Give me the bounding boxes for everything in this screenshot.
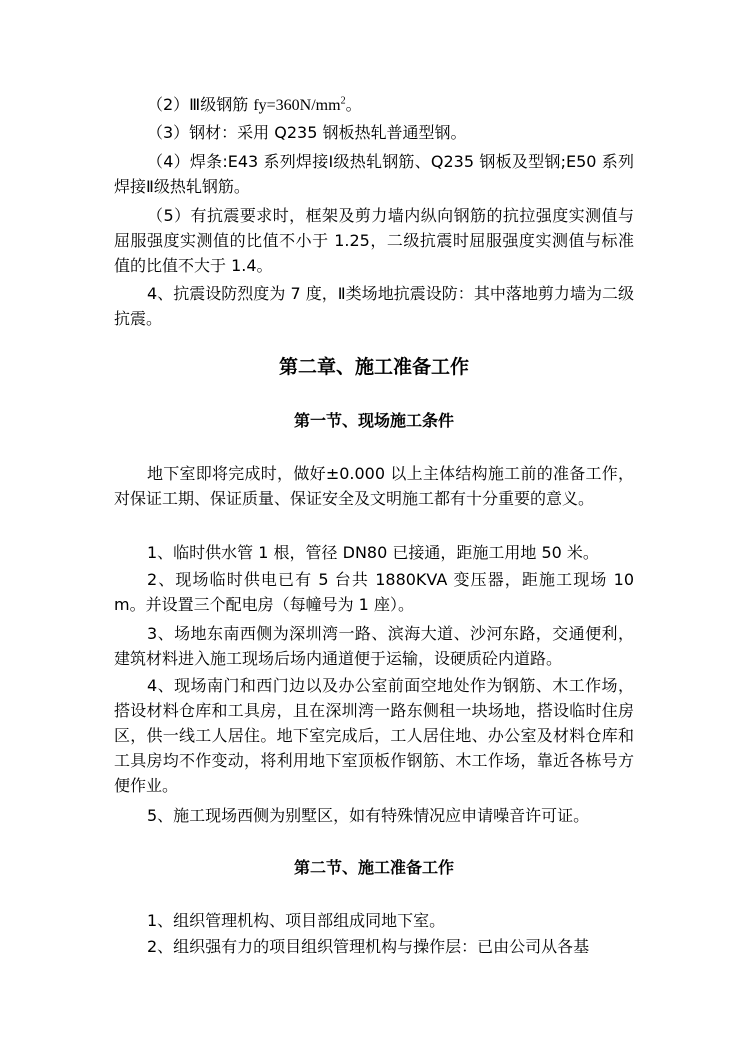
rebar-grade3-suffix: 。 [345,95,362,114]
material-steel: （3）钢材：采用 Q235 钢板热轧普通型钢。 [147,123,467,142]
section1-item-1: 1、临时供水管 1 根，管径 DN80 已接通，距施工用地 50 米。 [147,543,599,562]
rebar-grade3-formula: fy=360N/mm [253,97,341,114]
material-seismic-requirement: （5）有抗震要求时，框架及剪力墙内纵向钢筋的抗拉强度实测值与屈服强度实测值的比值不小于 1.25，二级抗震时屈服强度实测值与标准值的比值不大于 1.4。 [114,206,634,275]
seismic-fortification-item: 4、抗震设防烈度为 7 度，Ⅱ类场地抗震设防：其中落地剪力墙为二级抗震。 [114,284,634,328]
section1-title: 第一节、现场施工条件 [293,411,454,430]
section1-item-2: 2、现场临时供电已有 5 台共 1880KVA 变压器，距施工现场 10m。并设置三个配电房（每幢号为 1 座）。 [114,570,634,614]
chapter-title: 第二章、施工准备工作 [278,356,469,378]
material-rebar-grade3 [114,92,634,118]
section1-item-3: 3、场地东南西侧为深圳湾一路、滨海大道、沙河东路，交通便利，建筑材料进入施工现场后场内通道便于运输，设硬质砼内道路。 [114,624,634,668]
section1-intro: 地下室即将完成时，做好±0.000 以上主体结构施工前的准备工作，对保证工期、保证质量、保证安全及文明施工都有十分重要的意义。 [114,464,634,508]
material-welding-rod: （4）焊条:E43 系列焊接Ⅰ级热轧钢筋、Q235 钢板及型钢;E50 系列焊接Ⅱ级热轧钢筋。 [114,152,634,196]
rebar-grade3-prefix: （2）Ⅲ级钢筋 [147,95,254,114]
section1-item-5: 5、施工现场西侧为别墅区，如有特殊情况应申请噪音许可证。 [147,806,590,825]
section2-title: 第二节、施工准备工作 [293,858,454,877]
section2-item-1: 1、组织管理机构、项目部组成同地下室。 [147,911,446,930]
section2-item-2: 2、组织强有力的项目组织管理机构与操作层：已由公司从各基 [147,937,590,956]
rebar-grade3-sup: 2 [340,95,346,107]
section1-item-4: 4、现场南门和西门边以及办公室前面空地处作为钢筋、木工作场，搭设材料仓库和工具房，且在深圳湾一路东侧租一块场地，搭设临时住房区，供一线工人居住。地下室完成后，工人居住地、办公室及材料仓库和工具房均不作变动，将利用地下室顶板作钢筋、木工作场，靠近各栋号方便作业。 [114,676,634,795]
